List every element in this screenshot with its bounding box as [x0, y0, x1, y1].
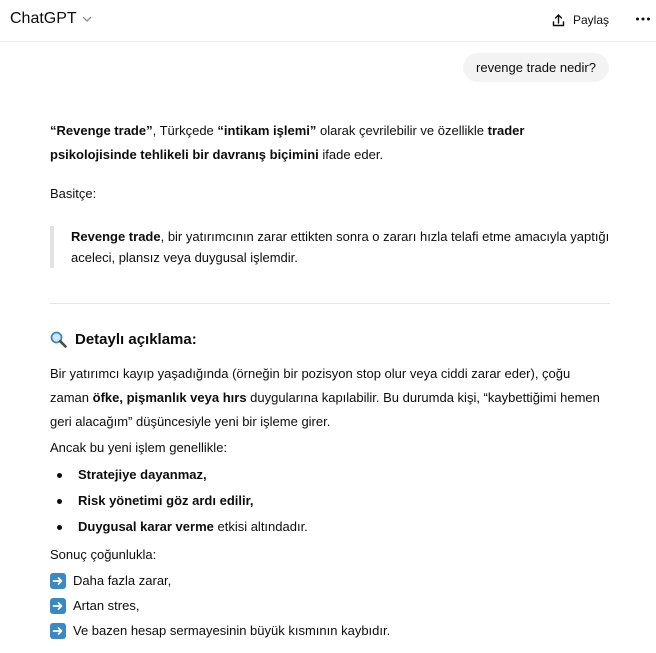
top-bar	[0, 0, 656, 42]
bullet-bold: Stratejiye dayanmaz,	[78, 467, 207, 482]
intro-text-1: , Türkçede	[152, 123, 218, 138]
list-item	[50, 462, 308, 488]
intro-emphasis: trader psikolojisinde tehlikeli bir davranış biçimini	[50, 123, 525, 162]
list-item	[50, 593, 390, 618]
definition-quote	[50, 226, 611, 268]
section-divider	[50, 303, 610, 304]
detail-paragraph	[50, 362, 610, 434]
answer-intro	[50, 119, 610, 167]
simply-label: Basitçe:	[50, 186, 97, 201]
outcome-text: Artan stres,	[73, 598, 140, 613]
more-dots-icon[interactable]	[634, 10, 652, 28]
intro-text-3: ifade eder.	[318, 147, 384, 162]
section-heading	[50, 331, 197, 348]
however-label: Ancak bu yeni işlem genellikle:	[50, 440, 228, 455]
list-item	[50, 568, 390, 593]
right-arrow-icon	[50, 623, 66, 639]
intro-term: “Revenge trade”	[50, 123, 153, 138]
result-label: Sonuç çoğunlukla:	[50, 547, 157, 562]
chevron-down-icon	[82, 14, 92, 24]
outcome-text: Daha fazla zarar,	[73, 573, 172, 588]
share-icon	[551, 13, 566, 28]
user-message-text: revenge trade nedir?	[476, 60, 596, 75]
bullet-bold: Duygusal karar verme	[78, 519, 214, 534]
outcome-list	[50, 568, 390, 643]
model-switcher[interactable]	[10, 10, 92, 28]
section-heading-text: Detaylı açıklama:	[75, 331, 197, 348]
share-button[interactable]	[551, 9, 609, 31]
quote-text: , bir yatırımcının zarar ettikten sonra o zararı hızla telafi etme amacıyla yaptığı aceleci, plansız veya duygusal işlemdir.	[71, 229, 610, 265]
detail-text-1: Bir yatırımcı kayıp yaşadığında (örneğin bir pozisyon stop olur veya ciddi zarar eder), çoğu zaman	[50, 366, 571, 405]
list-item	[50, 488, 308, 514]
magnifier-icon	[50, 331, 67, 348]
intro-translation: “intikam işlemi”	[217, 123, 317, 138]
intro-text-2: olarak çevrilebilir ve özellikle	[316, 123, 488, 138]
user-message-bubble	[463, 53, 609, 82]
app-title: ChatGPT	[10, 10, 77, 27]
right-arrow-icon	[50, 598, 66, 614]
list-item	[50, 618, 390, 643]
bullet-bold: Risk yönetimi göz ardı edilir,	[78, 493, 254, 508]
list-item	[50, 514, 308, 540]
detail-text-2: duygularına kapılabilir. Bu durumda kişi, “kaybettiğimi hemen geri alacağım” düşüncesiyle yeni bir işleme girer.	[50, 390, 600, 429]
bullet-list	[50, 462, 308, 540]
share-label: Paylaş	[573, 13, 610, 27]
quote-term: Revenge trade	[71, 229, 161, 244]
outcome-text: Ve bazen hesap sermayesinin büyük kısmının kaybıdır.	[73, 623, 391, 638]
right-arrow-icon	[50, 573, 66, 589]
bullet-rest: etkisi altındadır.	[213, 519, 308, 534]
detail-emotions: öfke, pişmanlık veya hırs	[92, 390, 247, 405]
